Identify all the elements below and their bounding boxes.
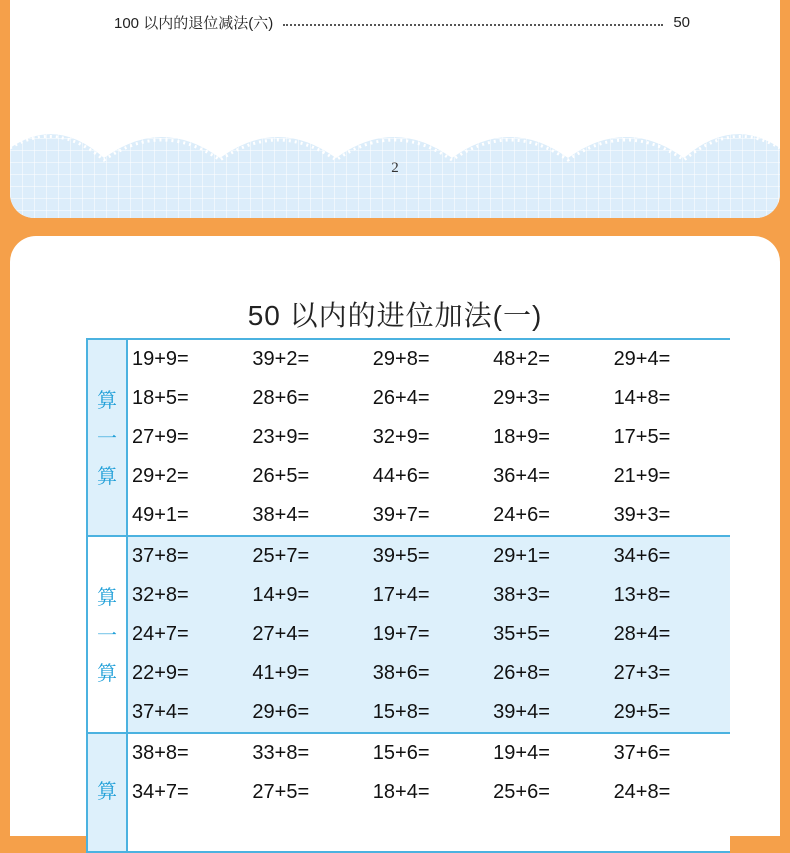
- exercise-row: [128, 773, 730, 812]
- problem[interactable]: 49+1=: [132, 504, 189, 526]
- problem[interactable]: 35+5=: [493, 623, 550, 645]
- problem[interactable]: 24+6=: [493, 504, 550, 526]
- exercise-block-2: [88, 537, 728, 734]
- problem[interactable]: 18+9=: [493, 426, 550, 448]
- exercise-grid: [86, 338, 730, 853]
- side-label-char: 一: [97, 622, 117, 647]
- side-label: [88, 340, 128, 535]
- toc-leader-dots: [283, 14, 663, 26]
- problem[interactable]: 14+9=: [252, 584, 310, 606]
- problem[interactable]: 22+9=: [132, 662, 189, 684]
- problem[interactable]: 26+4=: [372, 387, 430, 409]
- problem[interactable]: 41+9=: [252, 662, 310, 684]
- problem[interactable]: 44+6=: [372, 465, 430, 487]
- problem[interactable]: 13+8=: [613, 584, 671, 606]
- section-title: 50 以内的进位加法(一): [247, 300, 543, 331]
- exercise-row: [128, 340, 730, 379]
- problem[interactable]: 28+4=: [613, 623, 671, 645]
- problem[interactable]: 38+3=: [493, 584, 550, 606]
- exercise-row-empty: [128, 812, 730, 851]
- problem[interactable]: 25+6=: [493, 781, 550, 803]
- toc-entry[interactable]: [114, 10, 690, 34]
- problem[interactable]: 34+6=: [613, 545, 671, 567]
- problem[interactable]: 18+5=: [132, 387, 189, 409]
- problem[interactable]: 39+7=: [372, 504, 430, 526]
- problem[interactable]: 29+5=: [613, 701, 671, 723]
- problem[interactable]: 39+3=: [613, 504, 671, 526]
- toc-entry-page: 50: [673, 13, 690, 31]
- problem[interactable]: 36+4=: [493, 465, 550, 487]
- toc-entry-title: 100 以内的退位减法(六): [114, 14, 274, 32]
- side-label-char: 算: [97, 779, 117, 803]
- problem[interactable]: 38+4=: [252, 504, 310, 526]
- problem[interactable]: 29+3=: [493, 387, 550, 409]
- side-label: [88, 734, 128, 851]
- problem[interactable]: 39+5=: [372, 545, 430, 567]
- exercise-block-1: [88, 340, 728, 537]
- problem[interactable]: 17+4=: [372, 584, 430, 606]
- problem[interactable]: 27+4=: [252, 623, 310, 645]
- problem[interactable]: 29+2=: [132, 465, 189, 487]
- problem[interactable]: 17+5=: [613, 426, 671, 448]
- problem[interactable]: 15+6=: [372, 742, 430, 764]
- problem[interactable]: 38+6=: [372, 662, 430, 684]
- problem[interactable]: 33+8=: [252, 742, 310, 764]
- page-number: 2: [391, 160, 399, 176]
- problem[interactable]: 19+4=: [493, 742, 550, 764]
- previous-page: [10, 0, 780, 218]
- side-label-char: 算: [97, 584, 117, 609]
- side-label-char: 一: [97, 425, 117, 450]
- exercise-row: [128, 418, 730, 457]
- exercise-row: [128, 654, 730, 693]
- problem[interactable]: 29+8=: [372, 348, 430, 370]
- problem[interactable]: 15+8=: [372, 701, 430, 723]
- problem[interactable]: 27+5=: [252, 781, 310, 803]
- problem[interactable]: 34+7=: [132, 781, 189, 803]
- side-label: [88, 537, 128, 732]
- exercise-cells: [128, 537, 730, 732]
- problem[interactable]: 29+6=: [252, 701, 310, 723]
- problem[interactable]: 24+7=: [132, 623, 189, 645]
- problem[interactable]: 37+8=: [132, 545, 189, 567]
- problem[interactable]: 19+7=: [372, 623, 430, 645]
- problem[interactable]: 38+8=: [132, 742, 189, 764]
- problem[interactable]: 39+2=: [252, 348, 310, 370]
- exercise-cells: [128, 734, 730, 851]
- problem[interactable]: 25+7=: [252, 545, 310, 567]
- exercise-cells: [128, 340, 730, 535]
- exercise-row: [128, 615, 730, 654]
- problem[interactable]: 14+8=: [613, 387, 671, 409]
- problem[interactable]: 19+9=: [132, 348, 189, 370]
- problem[interactable]: 37+6=: [613, 742, 671, 764]
- problem[interactable]: 39+4=: [493, 701, 550, 723]
- problem[interactable]: 37+4=: [132, 701, 189, 723]
- problem[interactable]: 28+6=: [252, 387, 310, 409]
- problem[interactable]: 23+9=: [252, 426, 310, 448]
- problem[interactable]: 32+8=: [132, 584, 189, 606]
- exercise-row: [128, 734, 730, 773]
- exercise-block-3: [88, 734, 728, 853]
- problem[interactable]: 27+9=: [132, 426, 189, 448]
- problem[interactable]: 29+1=: [493, 545, 550, 567]
- problem[interactable]: 29+4=: [613, 348, 671, 370]
- side-label-char: 算: [97, 463, 117, 488]
- problem[interactable]: 24+8=: [613, 781, 671, 803]
- exercise-row: [128, 693, 730, 732]
- problem[interactable]: 48+2=: [493, 348, 550, 370]
- problem[interactable]: 27+3=: [613, 662, 671, 684]
- side-label-char: 算: [97, 660, 117, 685]
- problem[interactable]: 32+9=: [372, 426, 430, 448]
- exercise-row: [128, 496, 730, 535]
- exercise-row: [128, 457, 730, 496]
- exercise-row: [128, 576, 730, 615]
- exercise-row: [128, 537, 730, 576]
- problem[interactable]: 26+8=: [493, 662, 550, 684]
- problem[interactable]: 18+4=: [372, 781, 430, 803]
- exercise-row: [128, 379, 730, 418]
- problem[interactable]: 26+5=: [252, 465, 310, 487]
- problem[interactable]: 21+9=: [613, 465, 671, 487]
- side-label-char: 算: [97, 387, 117, 412]
